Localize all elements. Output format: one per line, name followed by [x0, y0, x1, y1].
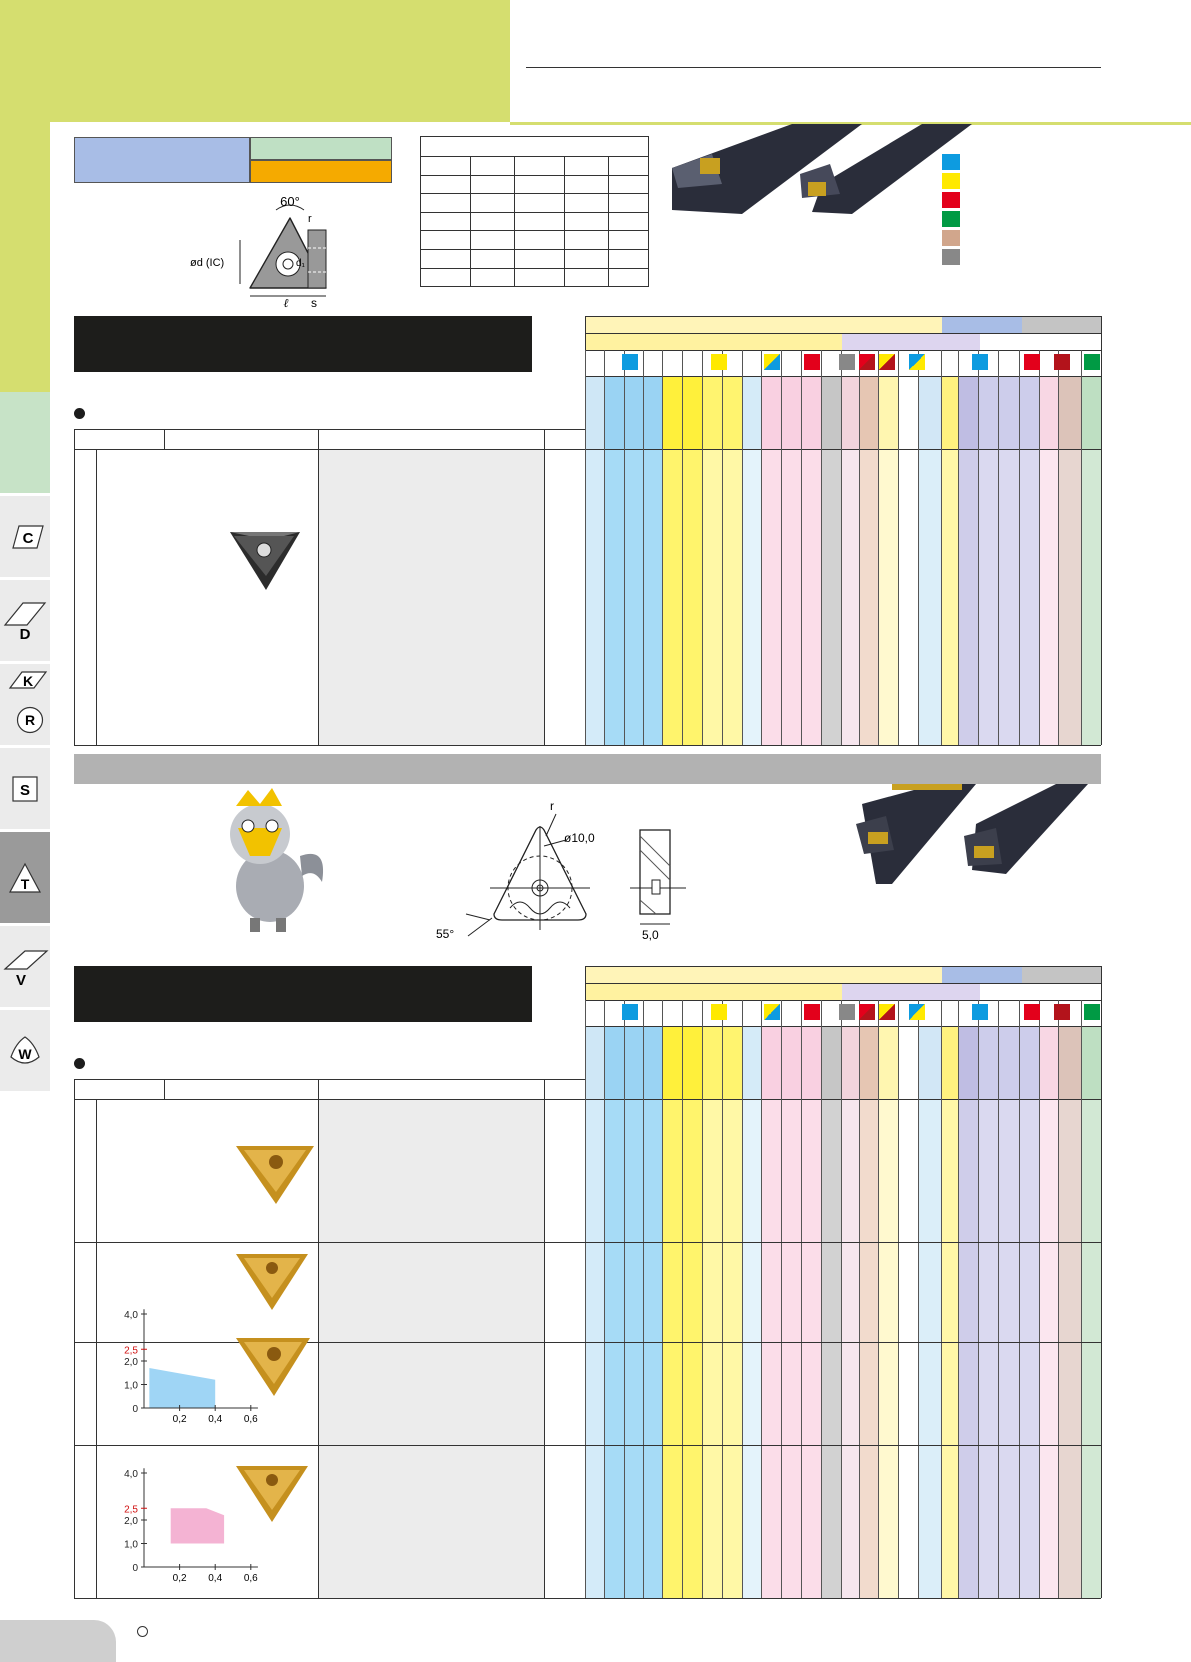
material-group-swatch [909, 354, 925, 370]
legend-swatch-grey [942, 249, 960, 265]
svg-text:V: V [15, 971, 27, 987]
legend-swatch-tan [942, 230, 960, 246]
legend-swatch-red [942, 192, 960, 208]
svg-text:K: K [22, 673, 34, 689]
insert-wiper-diagram [430, 796, 710, 946]
material-group-swatch [972, 354, 988, 370]
svg-text:d₁: d₁ [296, 258, 305, 269]
svg-text:s: s [311, 296, 317, 308]
svg-text:5,0: 5,0 [642, 928, 659, 942]
header-band [0, 0, 510, 122]
legend-swatch-green [942, 211, 960, 227]
svg-text:ød (IC): ød (IC) [190, 257, 225, 269]
bullet-2 [74, 1058, 85, 1069]
section-header-1 [74, 316, 532, 372]
svg-text:D: D [19, 625, 31, 641]
material-group-swatch [711, 354, 727, 370]
tab-s[interactable] [0, 748, 50, 832]
side-strip [0, 122, 50, 392]
svg-text:ℓ: ℓ [283, 296, 289, 308]
dimension-table [420, 136, 649, 287]
title-rule [526, 67, 1101, 68]
material-group-swatch [839, 354, 855, 370]
y-tick-label: 2,0 [124, 1357, 138, 1368]
material-group-swatch [879, 354, 895, 370]
svg-text:W: W [18, 1045, 32, 1062]
svg-text:55°: 55° [436, 927, 455, 941]
x-tick-label: 0,6 [243, 1573, 258, 1584]
insert-dimension-diagram [186, 196, 346, 308]
y-tick-label: 2,5 [124, 1504, 138, 1516]
material-group-swatch [859, 354, 875, 370]
section-header-2 [74, 966, 532, 1022]
material-group-swatch [764, 354, 780, 370]
material-group-swatch [1024, 1004, 1040, 1020]
y-tick-label: 1,0 [124, 1539, 138, 1551]
svg-text:S: S [19, 781, 31, 799]
chart-area [171, 1508, 224, 1543]
section-divider [74, 754, 1101, 784]
material-group-swatch [1024, 354, 1040, 370]
chart-area [149, 1368, 215, 1408]
y-tick-label: 0 [132, 1404, 138, 1415]
svg-text:60°: 60° [280, 196, 300, 209]
material-group-swatch [804, 1004, 820, 1020]
tab-w[interactable] [0, 1010, 50, 1094]
legend-swatch-yellow [942, 173, 960, 189]
y-tick-label: 2,0 [124, 1516, 138, 1527]
rhombus-v-icon [1, 947, 49, 987]
chart-feed-depth-1 [114, 1296, 264, 1428]
material-group-swatch [622, 354, 638, 370]
info-block-blue [74, 137, 250, 183]
material-group-swatch [711, 1004, 727, 1020]
material-group-swatch [909, 1004, 925, 1020]
x-tick-label: 0,4 [208, 1414, 223, 1425]
info-block-green [250, 137, 392, 160]
x-tick-label: 0,6 [243, 1414, 258, 1425]
material-group-swatch [804, 354, 820, 370]
material-group-swatch [622, 1004, 638, 1020]
y-tick-label: 0 [132, 1563, 138, 1574]
rhombus-c-icon [5, 524, 45, 550]
material-group-swatch [764, 1004, 780, 1020]
y-tick-label: 4,0 [124, 1310, 138, 1321]
material-group-swatch [1084, 1004, 1100, 1020]
gold-insert-1 [234, 1142, 316, 1206]
x-tick-label: 0,2 [172, 1573, 187, 1584]
parallelogram-k-icon [8, 670, 48, 690]
y-tick-label: 4,0 [124, 1469, 138, 1480]
bullet-1 [74, 408, 85, 419]
mascot-image [210, 786, 330, 936]
tab-t[interactable] [0, 832, 50, 926]
material-group-swatch [859, 1004, 875, 1020]
tab-v[interactable] [0, 926, 50, 1010]
material-group-swatch [972, 1004, 988, 1020]
tab-blank[interactable] [0, 392, 50, 496]
toolholder-image-top [672, 124, 972, 216]
material-group-swatch [839, 1004, 855, 1020]
tab-d[interactable] [0, 580, 50, 664]
y-tick-label: 1,0 [124, 1380, 138, 1392]
info-block-orange [250, 160, 392, 183]
svg-text:ø10,0: ø10,0 [564, 831, 595, 845]
rhombus-d-icon [3, 601, 47, 641]
insert-image-1 [228, 528, 302, 594]
y-tick-label: 2,5 [124, 1345, 138, 1357]
svg-text:r: r [550, 799, 554, 813]
material-group-swatch [1084, 354, 1100, 370]
page-number-tab [0, 1620, 116, 1662]
square-s-icon [12, 776, 38, 802]
circle-marker [137, 1626, 148, 1637]
tab-k-r[interactable] [0, 664, 50, 748]
material-group-swatch [1054, 1004, 1070, 1020]
material-group-swatch [879, 1004, 895, 1020]
tab-c[interactable] [0, 496, 50, 580]
svg-text:C: C [22, 529, 34, 547]
svg-text:r: r [308, 213, 312, 225]
svg-text:T: T [20, 875, 30, 892]
toolholder-image-mid [856, 784, 1088, 888]
circle-r-icon [16, 706, 44, 734]
chart-feed-depth-2 [114, 1455, 264, 1585]
svg-text:R: R [24, 712, 36, 728]
triangle-t-icon [8, 862, 42, 894]
x-tick-label: 0,2 [172, 1414, 187, 1425]
legend-swatch-blue [942, 154, 960, 170]
trigon-w-icon [8, 1035, 42, 1067]
x-tick-label: 0,4 [208, 1573, 223, 1584]
material-group-swatch [1054, 354, 1070, 370]
